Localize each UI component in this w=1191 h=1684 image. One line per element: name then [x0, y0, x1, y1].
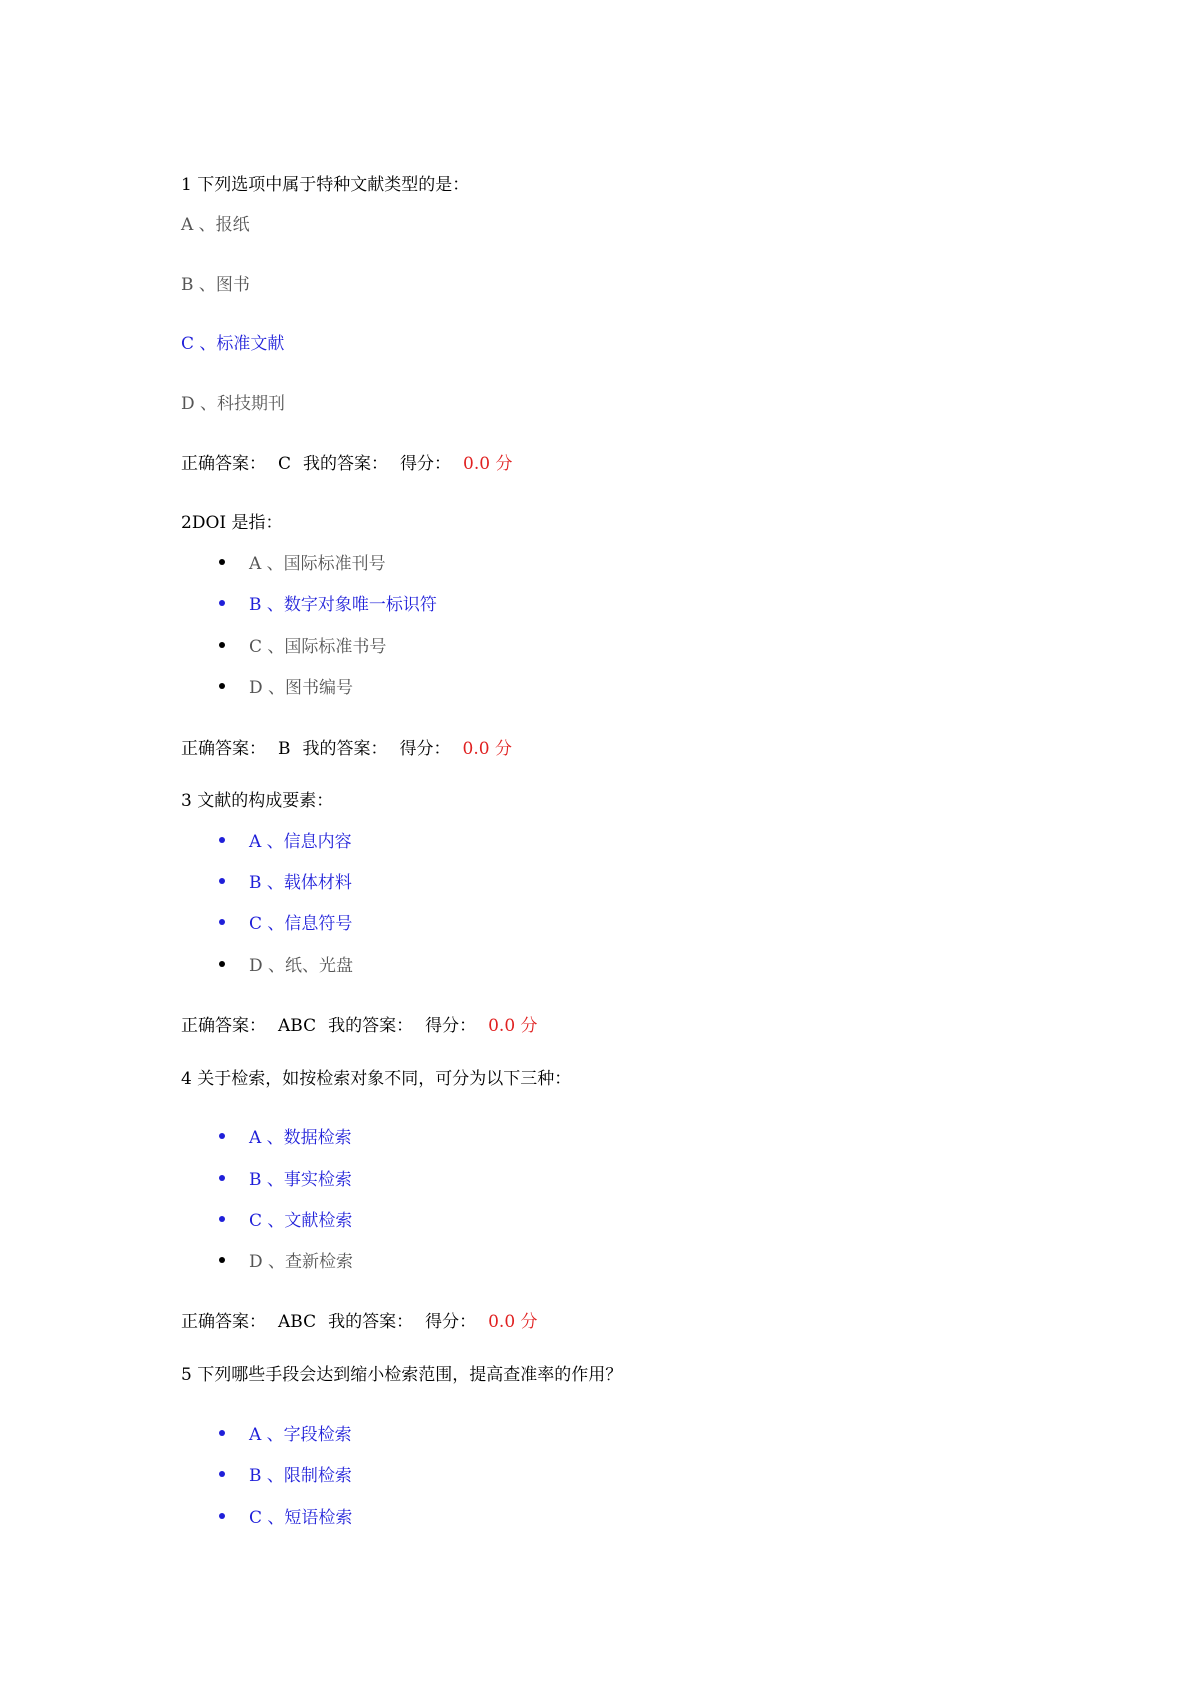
- correct-answer-label: 正确答案：: [181, 739, 266, 759]
- question-1-option-a: A 、报纸: [181, 215, 250, 235]
- option-label: B 、事实检索: [249, 1170, 352, 1190]
- question-1-answer-line: [181, 453, 512, 475]
- question-2-text: 2DOI 是指：: [181, 513, 283, 533]
- question-3-option-c: [219, 913, 352, 935]
- question-2-option-c: [219, 636, 386, 658]
- my-answer-label: 我的答案：: [302, 739, 388, 759]
- score-value: 0.0 分: [463, 454, 513, 474]
- option-label: D 、纸、光盘: [249, 956, 354, 976]
- option-label: D 、查新检索: [249, 1252, 354, 1272]
- correct-answer-label: 正确答案：: [181, 1016, 266, 1036]
- correct-answer-value: ABC: [278, 1016, 317, 1036]
- option-label: A 、字段检索: [249, 1425, 352, 1445]
- question-5-option-a: [219, 1424, 352, 1446]
- bullet-icon: [219, 1175, 225, 1181]
- my-answer-label: 我的答案：: [328, 1016, 414, 1036]
- question-3-answer-line: [181, 1015, 538, 1037]
- question-1-text: 1 下列选项中属于特种文献类型的是：: [181, 175, 470, 195]
- option-label: D 、图书编号: [249, 678, 354, 698]
- score-label: 得分：: [399, 739, 451, 759]
- correct-answer-label: 正确答案：: [181, 1312, 266, 1332]
- correct-answer-value: B: [278, 739, 291, 759]
- question-2-option-a: [219, 553, 386, 575]
- option-label: B 、载体材料: [249, 873, 352, 893]
- bullet-icon: [219, 1430, 225, 1436]
- question-5-text: 5 下列哪些手段会达到缩小检索范围，提高查准率的作用？: [181, 1365, 623, 1385]
- bullet-icon: [219, 1257, 225, 1263]
- question-2-option-d: [219, 677, 353, 699]
- question-4-answer-line: [181, 1311, 538, 1333]
- bullet-icon: [219, 919, 225, 925]
- correct-answer-value: ABC: [278, 1312, 317, 1332]
- question-3-option-a: [219, 831, 352, 853]
- bullet-icon: [219, 1216, 225, 1222]
- score-label: 得分：: [425, 1016, 477, 1036]
- question-1-option-c: C 、标准文献: [181, 334, 285, 354]
- question-3-option-b: [219, 872, 352, 894]
- score-value: 0.0 分: [462, 739, 512, 759]
- question-1-option-b: B 、图书: [181, 275, 250, 295]
- question-4-option-d: [219, 1251, 353, 1273]
- option-label: B 、限制检索: [249, 1466, 352, 1486]
- option-label: A 、国际标准刊号: [249, 554, 386, 574]
- bullet-icon: [219, 683, 225, 689]
- bullet-icon: [219, 837, 225, 843]
- my-answer-label: 我的答案：: [328, 1312, 414, 1332]
- question-4-option-a: [219, 1127, 352, 1149]
- score-value: 0.0 分: [488, 1016, 538, 1036]
- option-label: A 、数据检索: [249, 1128, 352, 1148]
- question-4-option-b: [219, 1169, 352, 1191]
- question-5-option-c: [219, 1507, 352, 1529]
- score-label: 得分：: [400, 454, 452, 474]
- bullet-icon: [219, 642, 225, 648]
- bullet-icon: [219, 878, 225, 884]
- bullet-icon: [219, 1133, 225, 1139]
- option-label: C 、信息符号: [249, 914, 353, 934]
- bullet-icon: [219, 559, 225, 565]
- bullet-icon: [219, 1513, 225, 1519]
- correct-answer-label: 正确答案：: [181, 454, 266, 474]
- question-3-option-d: [219, 955, 353, 977]
- question-2-option-b: [219, 594, 437, 616]
- question-4-text: 4 关于检索，如按检索对象不同，可分为以下三种：: [181, 1069, 572, 1089]
- bullet-icon: [219, 600, 225, 606]
- question-5-option-b: [219, 1465, 352, 1487]
- option-label: C 、文献检索: [249, 1211, 353, 1231]
- option-label: C 、国际标准书号: [249, 637, 387, 657]
- question-4-option-c: [219, 1210, 352, 1232]
- option-label: C 、短语检索: [249, 1508, 353, 1528]
- question-2-answer-line: [181, 738, 512, 760]
- correct-answer-value: C: [278, 454, 292, 474]
- bullet-icon: [219, 961, 225, 967]
- question-3-text: 3 文献的构成要素：: [181, 791, 334, 811]
- option-label: A 、信息内容: [249, 832, 352, 852]
- score-value: 0.0 分: [488, 1312, 538, 1332]
- option-label: B 、数字对象唯一标识符: [249, 595, 437, 615]
- question-1-option-d: D 、科技期刊: [181, 394, 286, 414]
- my-answer-label: 我的答案：: [303, 454, 389, 474]
- score-label: 得分：: [425, 1312, 477, 1332]
- bullet-icon: [219, 1471, 225, 1477]
